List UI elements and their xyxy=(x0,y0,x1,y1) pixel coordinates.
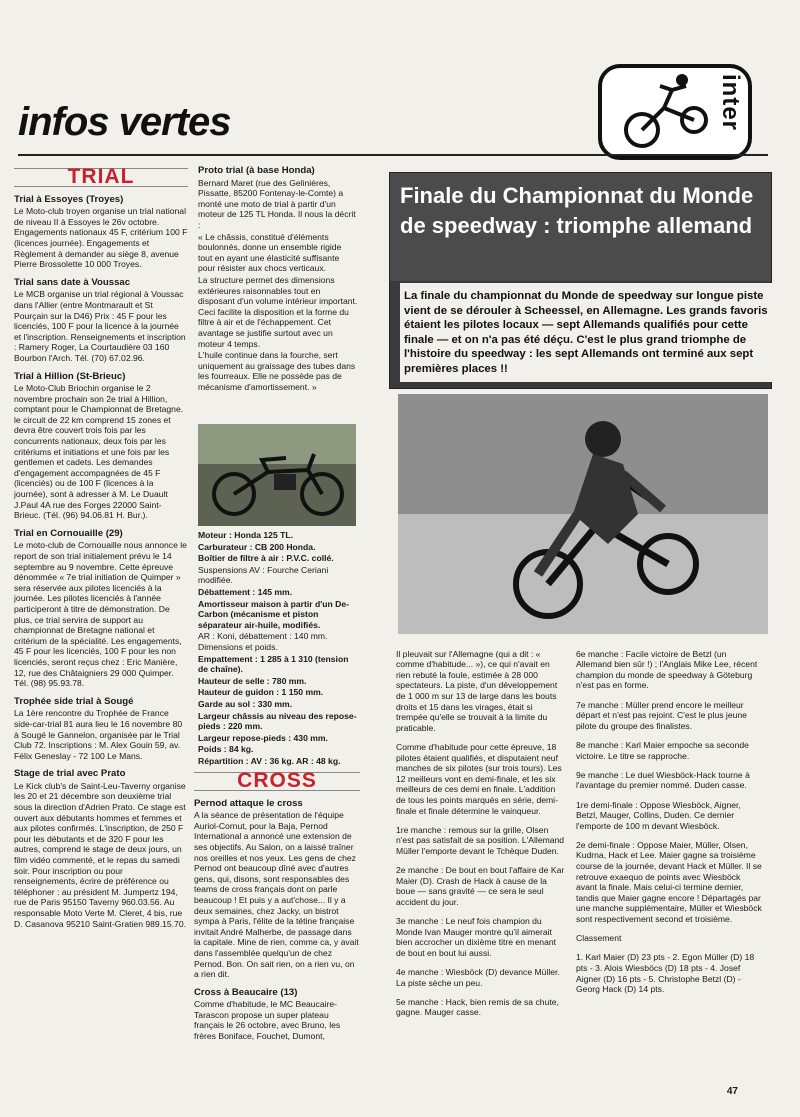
speedway-paragraph: 5e manche : Hack, bien remis de sa chute, gagne. Mauger casse. xyxy=(396,996,559,1018)
spec-line: Empattement : 1 285 à 1 310 (tension de chaîne). xyxy=(198,653,349,675)
trial-item-text: Le MCB organise un trial régional à Voussac dans l'Allier (entre Montmarault et St Pourçain sur la D46) Prix : 45 F pour les licenciés, 100 F pour la licence à la journée et l'inscription. Renseignements et inscription : Ramery Roger, La Courtaudière 03 160 Bourbon l'Arch. Tél. (70) 67.02.96. xyxy=(14,289,186,363)
speedway-paragraph: Comme d'habitude pour cette épreuve, 18 pilotes étaient qualifiés, et disputaient neuf manches de six pilotes (sur trois tours). Les 12 meilleurs vont en demi-finale, et les six meilleurs de ces demi en finale. L'addition de tous les points marqués en série, demi-finale et finale détermine le vainqueur. xyxy=(396,741,562,816)
trial-item-heading: Trophée side trial à Sougé xyxy=(14,695,134,707)
spec-line: Largeur châssis au niveau des repose-pieds : 220 mm. xyxy=(198,710,357,732)
speedway-lead: La finale du championnat du Monde de speedway sur longue piste vient de se dérouler à Scheessel, en Allemagne. Les grands favoris étaient les pilotes locaux — sept Allemands qualifiés pour cette finale — et on n'a pas été déçu. C'est le plus grand triomphe de l'histoire du speedway : les sept Allemands ont terminé aux sept premières places !! xyxy=(400,283,772,382)
cross-item-text: A la séance de présentation de l'équipe Auriol-Cornut, pour la Baja, Pernod International a annoncé une extension de ses objectifs. Au Salon, on a laissé traîner nos oreilles et nos yeux. Les gens de chez Pernod ont beaucoup dîné avec d'autres gens, qui, disons, sont responsables des teams de cross français dont on parle beaucoup ! Et puis y a aut'chose... Il y a deux semaines, chez Jacky, un bistrot sympa à Paris, l'élite de la tétine française invitait André Malherbe, de passage dans la capitale. Mine de rien, comme ca, y avait dans l'assemblée quelqu'un de chez Pernod. Bon. On sait rien, on a rien vu, on a rien dit. xyxy=(194,810,359,980)
trial-column xyxy=(14,165,188,930)
spec-line: Boîtier de filtre à air : P.V.C. collé. xyxy=(198,553,334,564)
trial-section-title: TRIAL xyxy=(14,168,188,187)
proto-specs xyxy=(198,530,358,767)
speedway-paragraph: 2e demi-finale : Oppose Maier, Müller, Olsen, Kudrna, Hack et Lee. Maier gagne sa troisième course de la journée, devant Hack et Müller. Il se retrouve exaequo de points avec Wiesböck avant la finale. Mais celui-ci termine dernier, tandis que Maier gagne encore ! Départagés par une manche supplémentaire, Müller et Wiesböck sont respectivement second et troisième. xyxy=(576,839,762,925)
proto-column xyxy=(198,166,358,393)
speedway-col1 xyxy=(396,640,566,1027)
speedway-paragraph: 3e manche : Le neuf fois champion du Monde Ivan Mauger montre qu'il aimerait bien accrocher un dixième titre en menant de bout en bout lui aussi. xyxy=(396,916,557,958)
speedway-paragraph: 6e manche : Facile victoire de Betzl (un Allemand bien sûr !) ; l'Anglais Mike Lee, récent champion du monde de speedway à Göteburg n'est pas en forme. xyxy=(576,648,758,691)
cross-item-text: Comme d'habitude, le MC Beaucaire-Tarascon propose un super plateau français le 26 octobre, avec Bruno, les frères Boniface, Fouchet, Dumont, xyxy=(194,999,341,1042)
classement-text: 1. Karl Maier (D) 23 pts - 2. Egon Müller (D) 18 pts - 3. Alois Wiesböcs (D) 18 pts - 4. Josef Aigner (D) 16 pts - 5. Christophe Betzl (D) - Georg Hack (D) 14 pts. xyxy=(576,952,755,995)
page-number: 47 xyxy=(726,1086,738,1097)
cross-column xyxy=(194,769,360,1043)
inter-logo xyxy=(598,64,752,160)
trial-item-heading: Stage de trial avec Prato xyxy=(14,768,126,780)
speedway-paragraph: 8e manche : Karl Maier empoche sa seconde victoire. Le titre se rapproche. xyxy=(576,739,749,761)
spec-line: Répartition : AV : 36 kg. AR : 48 kg. xyxy=(198,755,341,766)
proto-text: Bernard Maret (rue des Gelinières, Pissatte, 85200 Fontenay-le-Comte) a monté une moto de trial à partir d'un moteur de 125 TL Honda. Il nous la décrit : xyxy=(198,177,356,230)
spec-line: Débattement : 145 mm. xyxy=(198,586,293,597)
trial-item-heading: Trial en Cornouaille (29) xyxy=(14,527,123,539)
speedway-paragraph: 9e manche : Le duel Wiesböck-Hack tourne à l'avantage du premier nommé. Duden casse. xyxy=(576,769,750,791)
trial-item-text: La 1ère rencontre du Trophée de France side-car-trial 81 aura lieu le 16 novembre 80 à Sougé le Gannelon, organisée par le Trial Club 72. Inscriptions : M. Alex Gouin 59, av. Félix Geneslay - 72 100 Le Mans. xyxy=(14,708,183,761)
speedway-paragraph: 7e manche : Müller prend encore le meilleur départ et n'est pas rejoint. C'est le plus jeune pilote du groupe des finalistes. xyxy=(576,699,747,731)
speedway-paragraph: 2e manche : De bout en bout l'affaire de Kar Maier (D). Crash de Hack à cause de la boue — sans gravité — ce sera le seul accident du jour. xyxy=(396,865,565,907)
speedway-paragraph: Il pleuvait sur l'Allemagne (qui a dit : « comme d'habitude... »), ce qui n'avait en rien rebuté la foule, estimée à 28 000 spectateurs. La piste, d'un développement de 1 000 m sur 13 de large dans les bouts droits et 15 dans les virages, était si trempée qu'elle se trouvait à la limite du praticable. xyxy=(396,648,558,733)
classement-heading: Classement xyxy=(576,933,622,944)
trial-item-text: Le Moto-club troyen organise un trial national de niveau II à Essoyes le 26v octobre. Engagements nationaux 45 F, critérium 100 F (licences journée). Engagements et Règlement à demander au siège 8, avenue Pierre Brossolette 10 000 Troyes. xyxy=(14,206,188,270)
trial-item-heading: Trial à Hillion (St-Brieuc) xyxy=(14,370,126,382)
trial-item-text: Le Kick club's de Saint-Leu-Taverny organise les 20 et 21 décembre son deuxième trial sous la direction d'Adrien Prato. Ce stage est ouvert aux débutants hommes et femmes et aux pilotes confirmés. L'inscription, de 250 F pour les débutants et de 320 F pour les autres, comprend le stage de deux jours, un film vidéo commenté, et le repas du samedi soir. Pour inscription ou pour renseignements, écrire de préférence ou téléphoner : au président M. Jumpertz 194, rue de Paris 95150 Taverny 960.03.56. Au responsable Moto Verte M. Cleret, 4 bis, rue D. Casanova 95210 Saint-Gratien 989.15.70. xyxy=(14,780,186,929)
speedway-paragraph: 1re manche : remous sur la grille, Olsen n'est pas satisfait de sa position. L'Allemand Müller l'emporte devant le Tchèque Duden. xyxy=(396,824,565,856)
trial-item-heading: Trial sans date à Voussac xyxy=(14,276,131,288)
spec-line: Poids : 84 kg. xyxy=(198,744,254,755)
speedway-title-box xyxy=(389,172,772,389)
speedway-paragraph: 4e manche : Wiesböck (D) devance Müller. La piste sèche un peu. xyxy=(396,967,560,988)
proto-text: « Le châssis, constitué d'éléments boulonnés, donne un ensemble rigide tout en ayant une élasticité suffisante pour résister aux chocs verticaux. xyxy=(198,231,342,274)
page-title: infos vertes xyxy=(18,100,231,144)
header-rule xyxy=(18,154,768,156)
trial-item-text: Le moto-club de Cornouaille nous annonce le report de son trial initialement prévu le 14 septembre au 9 novembre. Cette épreuve dénommée « 7e trial initiation de Quimper » sera réservée aux pilotes licenciés à la journée. Les pilotes licenciés à l'année participeront à titre de démonstration. De plus, ce trial servira de support au championnat de Bretagne national et critérium de la spécialité. Les engagements, 45 F pour les licenciés, 100 F pour les non licenciés, seront reçus chez : Eric Manière, 12, rue des Châtaigniers 29 000 Quimper. Tél. (98) 95.93.78. xyxy=(14,540,187,689)
spec-line: Hauteur de selle : 780 mm. xyxy=(198,675,307,686)
logo-text: inter xyxy=(717,74,744,132)
cross-item-heading: Pernod attaque le cross xyxy=(194,797,303,809)
cross-item-heading: Cross à Beaucaire (13) xyxy=(194,986,298,998)
speedway-rider-photo xyxy=(398,394,768,634)
speedway-title: Finale du Championnat du Monde de speedway : triomphe allemand xyxy=(400,183,754,238)
spec-line: Hauteur de guidon : 1 150 mm. xyxy=(198,687,324,698)
speedway-paragraph: 1re demi-finale : Oppose Wiesböck, Aigner, Betzl, Mauger, Collins, Duden. Ce dernier l'emporte de 100 m devant Wiesböck. xyxy=(576,799,741,831)
spec-line: Amortisseur maison à partir d'un De-Carbon (mécanisme et piston séparateur air-huile, modifiés. xyxy=(198,598,350,630)
trial-bike-photo xyxy=(198,424,356,526)
spec-line: Moteur : Honda 125 TL. xyxy=(198,530,294,540)
cross-section-title: CROSS xyxy=(194,772,360,791)
trial-item-heading: Trial à Essoyes (Troyes) xyxy=(14,193,124,205)
proto-heading: Proto trial (à base Honda) xyxy=(198,165,315,176)
spec-line: Largeur repose-pieds : 430 mm. xyxy=(198,732,328,743)
speedway-col2 xyxy=(576,640,762,1003)
spec-line: Garde au sol : 330 mm. xyxy=(198,698,293,709)
spec-line: Suspensions AV : Fourche Ceriani modifiée. xyxy=(198,564,329,586)
trial-item-text: Le Moto-Club Briochin organise le 2 novembre prochain son 2e trial à Hillion, comptant pour le Championnat de Bretagne. le circuit de 22 km comprend 15 zones et devra être couvert trois fois par les concurrents nationaux, deux fois par les critériums et initiations et une fois par les gentlemen et cadets. Les demandes d'engagement accompagnées de 45 F (licenciés) ou de 100 F (licences à la journée), sont à adresser à M. Le Duault J.Paul 4A rue des Forges 22000 Saint-Brieuc. (Tél. (96) 94.06.81 H. Bur.). xyxy=(14,383,184,521)
proto-text: La structure permet des dimensions extérieures raisonnables tout en disposant d'un volume intérieur important. Ceci facilite la disposition et la forme du filtre à air et de l'échappement. Cet avantage se justifie surtout avec un moteur 4 temps. xyxy=(198,274,358,349)
spec-line: AR : Koni, débattement : 140 mm. Dimensions et poids. xyxy=(198,631,328,652)
spec-line: Carburateur : CB 200 Honda. xyxy=(198,541,316,552)
proto-text: L'huile continue dans la fourche, sert uniquement au graissage des tubes dans les fourreaux. Elle ne possède pas de mécanisme d'amortissement. » xyxy=(198,350,356,392)
